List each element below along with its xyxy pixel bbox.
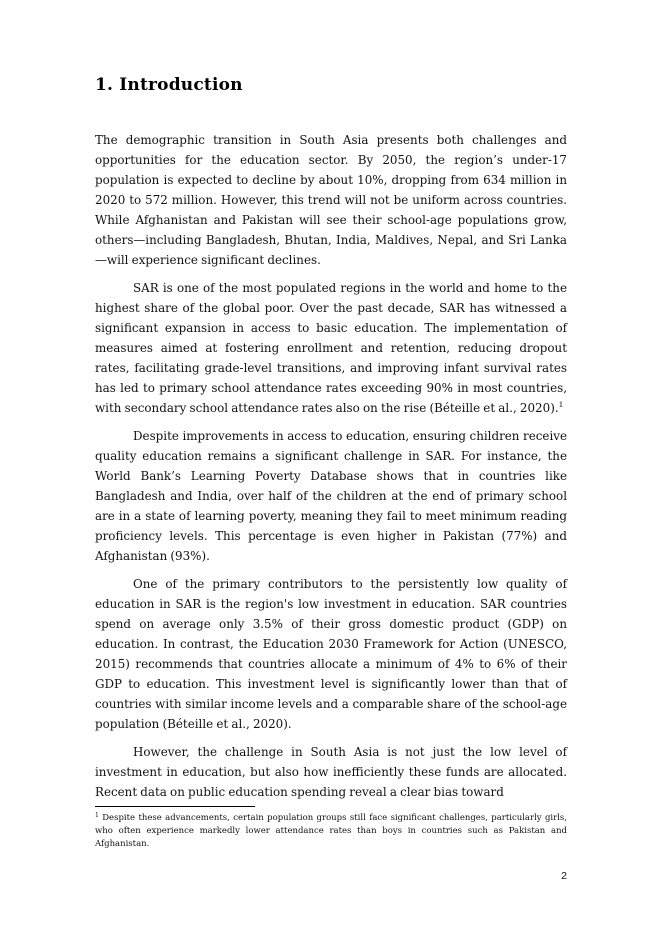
footnote-reference[interactable]: 1 bbox=[558, 400, 564, 409]
paragraph-learning-poverty: Despite improvements in access to education, ensuring children receive quality education remains a significant challenge in SAR. For instance, the World Bank’s Learning Poverty Database shows that in countries like Bangladesh and India, over half of the children at the end of primary school are in a state of learning poverty, meaning they fail to meet minimum reading proficiency levels. This percentage is even higher in Pakistan (77%) and Afghanistan (93%). bbox=[95, 429, 567, 563]
section-heading: 1. Introduction bbox=[95, 75, 243, 95]
footnote-marker: 1 bbox=[95, 812, 99, 819]
body-text bbox=[95, 130, 567, 810]
paragraph-text: SAR is one of the most populated regions in the world and home to the highest share of the global poor. Over the past decade, SAR has witnessed a significant expansion in access to basic education. The implementation of measures aimed at fostering enrollment and retention, reducing dropout rates, facilitating grade-level transitions, and improving infant survival rates has led to primary school attendance rates exceeding 90% in most countries, with secondary school attendance rates also on the rise (Béteille et al., 2020). bbox=[95, 281, 567, 415]
page-number: 2 bbox=[561, 870, 567, 882]
paragraph-demographic-transition: The demographic transition in South Asia presents both challenges and opportunities for the education sector. By 2050, the region’s under-17 population is expected to decline by about 10%, dropping from 634 million in 2020 to 572 million. However, this trend will not be uniform across countries. While Afghanistan and Pakistan will see their school-age populations grow, others—including Bangladesh, Bhutan, India, Maldives, Nepal, and Sri Lanka—will experience significant declines. bbox=[95, 133, 567, 267]
footnote-divider bbox=[95, 806, 255, 807]
footnote-text: Despite these advancements, certain population groups still face significant challenges, particularly girls, who often experience markedly lower attendance rates than boys in countries such as Pakistan and Afghanistan. bbox=[95, 813, 567, 849]
paragraph-low-investment: One of the primary contributors to the persistently low quality of education in SAR is the region's low investment in education. SAR countries spend on average only 3.5% of their gross domestic product (GDP) on education. In contrast, the Education 2030 Framework for Action (UNESCO, 2015) recommends that countries allocate a minimum of 4% to 6% of their GDP to education. This investment level is significantly lower than that of countries with similar income levels and a comparable share of the school-age population (Béteille et al., 2020). bbox=[95, 577, 567, 731]
paragraph-allocation-inefficiency: However, the challenge in South Asia is not just the low level of investment in education, but also how inefficiently these funds are allocated. Recent data on public education spending reveal a clear bias toward bbox=[95, 745, 567, 799]
paragraph-access-expansion bbox=[95, 278, 567, 418]
footnote bbox=[95, 812, 567, 851]
